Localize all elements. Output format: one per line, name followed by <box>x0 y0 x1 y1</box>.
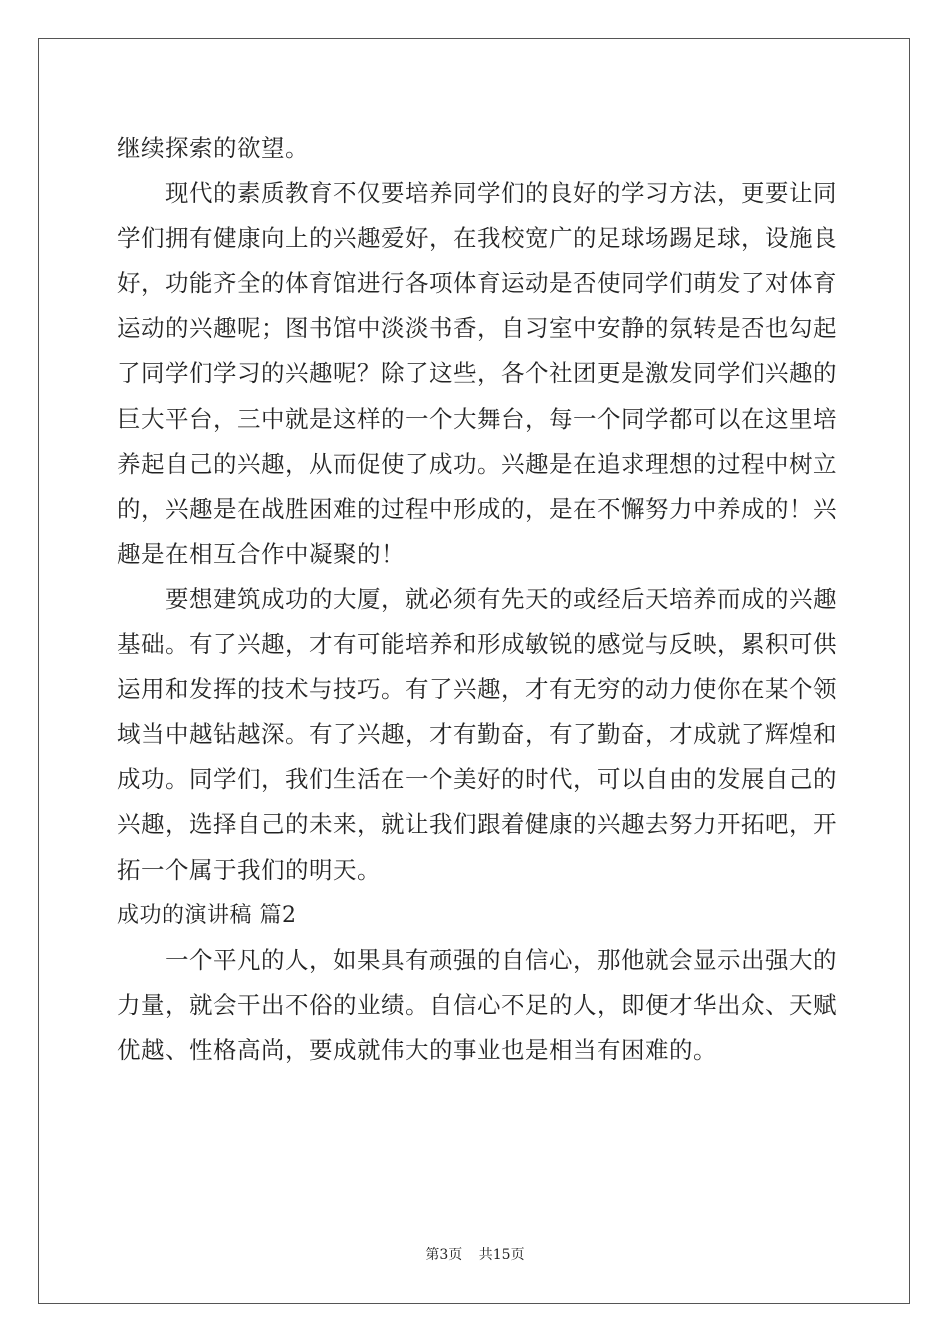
text-line: 域当中越钻越深。有了兴趣，才有勤奋，有了勤奋，才成就了辉煌和 <box>117 720 837 749</box>
document-body <box>117 126 835 1073</box>
paragraph-1 <box>117 126 835 171</box>
page-footer <box>0 1244 950 1264</box>
text-line: 运用和发挥的技术与技巧。有了兴趣，才有无穷的动力使你在某个领 <box>117 675 837 704</box>
text-line: 养起自己的兴趣，从而促使了成功。兴趣是在追求理想的过程中树立 <box>117 449 837 478</box>
text-line: 趣是在相互合作中凝聚的！ <box>117 539 405 568</box>
page-number-total: 共15页 <box>478 1247 525 1263</box>
section-heading: 成功的演讲稿 篇2 <box>117 902 297 928</box>
text-line: 了同学们学习的兴趣呢？除了这些，各个社团更是激发同学们兴趣的 <box>117 359 837 388</box>
text-line: 要想建筑成功的大厦，就必须有先天的或经后天培养而成的兴趣 <box>165 584 837 613</box>
text-line: 的，兴趣是在战胜困难的过程中形成的，是在不懈努力中养成的！兴 <box>117 494 837 523</box>
text-line: 成功。同学们，我们生活在一个美好的时代，可以自由的发展自己的 <box>117 765 837 794</box>
text-line: 继续探索的欲望。 <box>117 134 309 162</box>
text-line: 现代的素质教育不仅要培养同学们的良好的学习方法，更要让同 <box>165 179 837 208</box>
paragraph-3 <box>117 577 835 893</box>
paragraph-4 <box>117 938 835 1073</box>
text-line: 学们拥有健康向上的兴趣爱好，在我校宽广的足球场踢足球，设施良 <box>117 224 837 253</box>
text-line: 兴趣，选择自己的未来，就让我们跟着健康的兴趣去努力开拓吧，开 <box>117 810 837 839</box>
text-line: 拓一个属于我们的明天。 <box>117 855 381 884</box>
text-line: 优越、性格高尚，要成就伟大的事业也是相当有困难的。 <box>117 1035 717 1064</box>
text-line: 巨大平台，三中就是这样的一个大舞台，每一个同学都可以在这里培 <box>117 404 837 433</box>
text-line: 基础。有了兴趣，才有可能培养和形成敏锐的感觉与反映，累积可供 <box>117 630 837 659</box>
text-line: 好，功能齐全的体育馆进行各项体育运动是否使同学们萌发了对体育 <box>117 269 837 298</box>
paragraph-2 <box>117 171 835 577</box>
text-line: 运动的兴趣呢；图书馆中淡淡书香，自习室中安静的氛转是否也勾起 <box>117 314 837 343</box>
text-line: 力量，就会干出不俗的业绩。自信心不足的人，即便才华出众、天赋 <box>117 990 837 1019</box>
text-line: 一个平凡的人，如果具有顽强的自信心，那他就会显示出强大的 <box>165 945 837 974</box>
page-number-current: 第3页 <box>425 1247 463 1263</box>
